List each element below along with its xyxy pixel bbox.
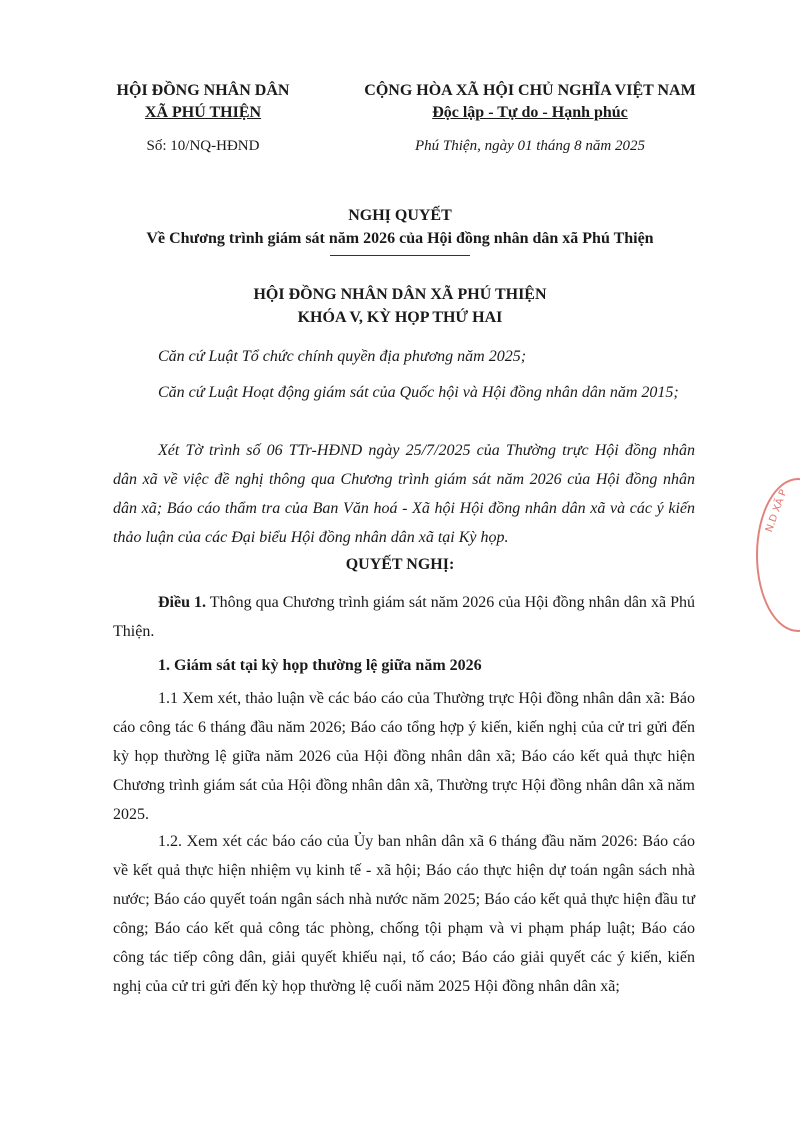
national-name: CỘNG HÒA XÃ HỘI CHỦ NGHĨA VIỆT NAM bbox=[364, 82, 696, 99]
preamble-clause-1: Căn cứ Luật Tổ chức chính quyền địa phương năm 2025; bbox=[158, 348, 527, 365]
document-subject: Về Chương trình giám sát năm 2026 của Hội đồng nhân dân xã Phú Thiện bbox=[146, 230, 654, 247]
official-seal-text: N.D XÃ P bbox=[764, 488, 790, 534]
document-date: Phú Thiện, ngày 01 tháng 8 năm 2025 bbox=[415, 138, 645, 154]
article-1-label: Điều 1. bbox=[158, 594, 207, 611]
title-divider bbox=[330, 255, 470, 256]
document-number: Số: 10/NQ-HĐND bbox=[146, 138, 260, 154]
article-1 bbox=[113, 588, 695, 646]
section-1-item-2: 1.2. Xem xét các báo cáo của Ủy ban nhân dân xã 6 tháng đầu năm 2026: Báo cáo về kết quả thực hiện nhiệm vụ kinh tế - xã hội; Báo cáo thực hiện dự toán ngân sách nhà nước; Báo cáo quyết toán ngân sách nhà nước năm 2025; Báo cáo kết quả thực hiện đầu tư công; Báo cáo kết quả công tác phòng, chống tội phạm và vi phạm pháp luật; Báo cáo công tác tiếp công dân, giải quyết khiếu nại, tố cáo; Báo cáo giải quyết các ý kiến, kiến nghị của cử tri gửi đến kỳ họp thường lệ cuối năm 2025 Hội đồng nhân dân xã; bbox=[113, 833, 695, 995]
section-1-heading: 1. Giám sát tại kỳ họp thường lệ giữa năm 2026 bbox=[158, 657, 482, 674]
article-1-text: Thông qua Chương trình giám sát năm 2026 của Hội đồng nhân dân xã Phú Thiện. bbox=[113, 594, 696, 640]
session-title: KHÓA V, KỲ HỌP THỨ HAI bbox=[297, 309, 503, 326]
section-1-item-1: 1.1 Xem xét, thảo luận về các báo cáo của Thường trực Hội đồng nhân dân xã: Báo cáo công tác 6 tháng đầu năm 2026; Báo cáo tổng hợp ý kiến, kiến nghị của cử tri gửi đến kỳ họp thường lệ giữa năm 2026 của Hội đồng nhân dân xã; Báo cáo kết quả thực hiện Chương trình giám sát của Hội đồng nhân dân xã, Thường trực Hội đồng nhân dân xã năm 2025. bbox=[113, 690, 695, 823]
national-motto bbox=[330, 80, 730, 124]
national-motto-text: Độc lập - Tự do - Hạnh phúc bbox=[432, 104, 628, 121]
preamble-clause-2: Căn cứ Luật Hoạt động giám sát của Quốc hội và Hội đồng nhân dân năm 2015; bbox=[158, 384, 679, 401]
preamble-clause-3: Xét Tờ trình số 06 TTr-HĐND ngày 25/7/2025 của Thường trực Hội đồng nhân dân xã về việc đề nghị thông qua Chương trình giám sát năm 2026 của Hội đồng nhân dân xã; Báo cáo thẩm tra của Ban Văn hoá - Xã hội Hội đồng nhân dân xã và các ý kiến thảo luận của các Đại biểu Hội đồng nhân dân xã tại Kỳ họp. bbox=[113, 442, 695, 546]
issuing-authority-line2: XÃ PHÚ THIỆN bbox=[144, 104, 262, 121]
issuing-authority bbox=[88, 80, 318, 124]
issuing-authority-line1: HỘI ĐỒNG NHÂN DÂN bbox=[116, 82, 290, 99]
document-type: NGHỊ QUYẾT bbox=[348, 207, 452, 224]
resolve-heading: QUYẾT NGHỊ: bbox=[345, 556, 455, 573]
issuing-body-title: HỘI ĐỒNG NHÂN DÂN XÃ PHÚ THIỆN bbox=[253, 286, 547, 303]
